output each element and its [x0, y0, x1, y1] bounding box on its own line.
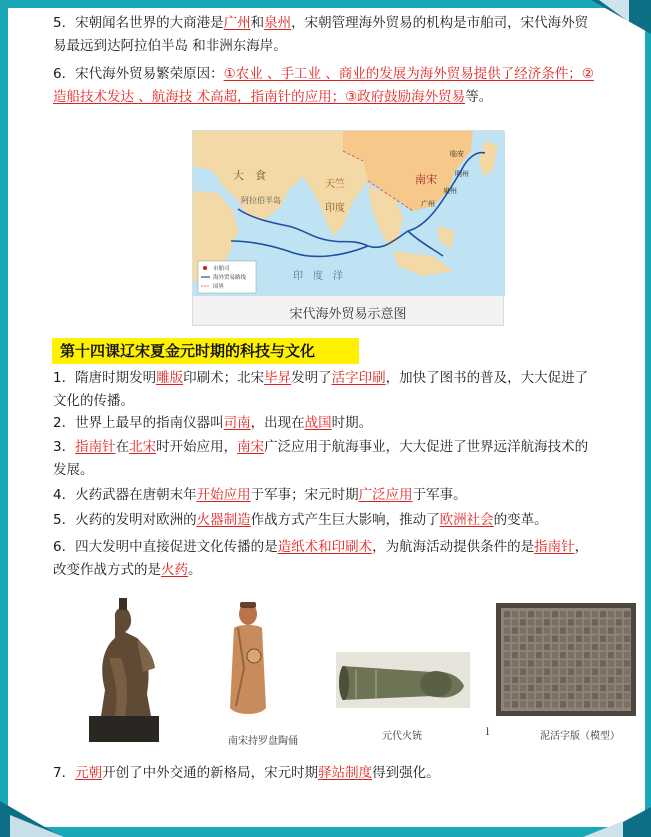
map-label-guangzhou: 广州	[421, 200, 435, 208]
text-segment: 5．火药的发明对欧洲的	[53, 512, 197, 528]
text-segment: 7．	[53, 765, 76, 781]
type-block	[592, 611, 598, 617]
answer-highlight: 开始应用	[196, 487, 251, 503]
type-block	[504, 701, 510, 707]
type-block	[568, 685, 574, 691]
type-block	[504, 644, 510, 650]
type-block	[568, 701, 574, 707]
type-block	[608, 611, 614, 617]
text-segment: 广泛应用于航海事业，大大促进了世界远洋航海技术的发展。	[53, 439, 589, 478]
text-segment: 6．宋代海外贸易繁荣原因：	[53, 66, 224, 82]
corner-decoration-bottom-left-light	[10, 815, 64, 837]
type-block	[512, 677, 518, 683]
answer-highlight: 司南	[223, 415, 251, 431]
answer-highlight: 火药	[161, 562, 188, 578]
answer-highlight: 毕昇	[264, 370, 292, 386]
type-block	[528, 611, 534, 617]
map-legend	[198, 261, 256, 293]
type-block	[560, 701, 566, 707]
type-block	[536, 693, 542, 699]
text-segment: 开创了中外交通的新格局，宋元时期	[102, 765, 319, 781]
item-sinan	[53, 412, 598, 435]
type-block	[552, 660, 558, 666]
type-block	[616, 652, 622, 658]
legend-label-route: 海外贸易路线	[213, 275, 247, 281]
text-segment: 6．四大发明中直接促进文化传播的是	[53, 539, 278, 555]
type-block	[544, 668, 550, 674]
type-block	[536, 627, 542, 633]
type-block	[552, 619, 558, 625]
text-segment: 在	[115, 439, 130, 455]
text-segment: 印刷术；北宋	[183, 370, 265, 386]
item-compass	[53, 436, 598, 482]
type-block	[544, 660, 550, 666]
type-block	[520, 668, 526, 674]
answer-highlight: 北宋	[129, 439, 157, 455]
type-block	[528, 660, 534, 666]
type-block	[504, 677, 510, 683]
type-block	[544, 644, 550, 650]
type-block	[600, 627, 606, 633]
type-block	[584, 619, 590, 625]
type-block	[568, 644, 574, 650]
type-block	[528, 685, 534, 691]
type-block	[576, 677, 582, 683]
text-segment: 1．隋唐时期发明	[53, 370, 157, 386]
type-block	[520, 660, 526, 666]
type-block	[584, 636, 590, 642]
type-block	[624, 636, 630, 642]
type-block	[608, 693, 614, 699]
map-label-dashi: 大 食	[233, 169, 266, 182]
type-block	[560, 693, 566, 699]
answer-highlight: 广州	[223, 15, 251, 31]
type-block	[528, 693, 534, 699]
type-block	[576, 652, 582, 658]
map-label-arabia: 阿拉伯半岛	[241, 196, 281, 205]
text-segment: 作战方式产生巨大影响，推动了	[250, 512, 440, 528]
item-printing	[53, 367, 598, 413]
type-block	[624, 611, 630, 617]
type-block	[504, 660, 510, 666]
answer-highlight: 指南针	[534, 539, 575, 555]
type-block	[608, 644, 614, 650]
song-trade-map	[192, 130, 504, 326]
type-block	[592, 685, 598, 691]
type-block	[584, 652, 590, 658]
type-block	[552, 652, 558, 658]
type-block	[592, 701, 598, 707]
type-block	[616, 611, 622, 617]
type-block	[592, 636, 598, 642]
type-block	[560, 627, 566, 633]
type-block	[600, 660, 606, 666]
type-block	[608, 652, 614, 658]
type-block	[568, 660, 574, 666]
type-block	[584, 644, 590, 650]
type-block	[576, 636, 582, 642]
type-block	[624, 627, 630, 633]
type-block	[544, 677, 550, 683]
type-block	[624, 677, 630, 683]
type-block	[576, 619, 582, 625]
type-block	[616, 668, 622, 674]
type-block	[560, 652, 566, 658]
answer-highlight: 驿站制度	[318, 765, 373, 781]
answer-highlight: 指南针	[75, 439, 116, 455]
type-block	[568, 668, 574, 674]
type-block	[592, 619, 598, 625]
type-block	[512, 693, 518, 699]
type-block	[616, 701, 622, 707]
type-block	[600, 611, 606, 617]
type-block	[512, 611, 518, 617]
map-label-quanzhou: 泉州	[443, 187, 457, 195]
type-block	[504, 636, 510, 642]
type-block	[616, 685, 622, 691]
type-block	[592, 644, 598, 650]
text-segment: ，宋朝管理海外贸易的机构是市舶司，宋代海外贸易最远到达阿拉伯半岛 和非洲东海岸。	[53, 15, 589, 54]
item-trade-ports	[53, 12, 598, 58]
type-block	[592, 677, 598, 683]
type-block	[576, 660, 582, 666]
text-segment: ，出现在	[250, 415, 305, 431]
type-block	[544, 627, 550, 633]
type-block	[560, 644, 566, 650]
frame-top-border	[0, 0, 651, 8]
type-block	[624, 693, 630, 699]
type-block	[624, 701, 630, 707]
type-block	[584, 701, 590, 707]
type-block	[536, 652, 542, 658]
type-block	[624, 660, 630, 666]
text-segment: ，加快了图书的普及，大大促进了文化的传播。	[53, 370, 589, 409]
type-block	[520, 685, 526, 691]
type-block	[544, 636, 550, 642]
answer-highlight: 泉州	[264, 15, 292, 31]
type-block	[624, 685, 630, 691]
type-block	[576, 701, 582, 707]
type-block	[512, 685, 518, 691]
type-block	[576, 611, 582, 617]
type-block	[528, 644, 534, 650]
caption-compass-figurine: 南宋持罗盘陶俑	[228, 736, 298, 747]
answer-highlight: 南宋	[237, 439, 265, 455]
type-block	[616, 627, 622, 633]
type-block	[544, 619, 550, 625]
type-block	[600, 644, 606, 650]
legend-label-border: 国界	[213, 284, 225, 290]
type-block	[504, 693, 510, 699]
type-block	[512, 627, 518, 633]
type-block	[568, 627, 574, 633]
text-segment: 的变革。	[493, 512, 548, 528]
type-block	[568, 652, 574, 658]
corner-decoration-bottom-right-light	[583, 821, 623, 837]
type-block	[544, 693, 550, 699]
answer-highlight: 造纸术和印刷术	[277, 539, 373, 555]
type-block	[528, 701, 534, 707]
legend-port-icon	[203, 266, 207, 270]
type-block	[528, 668, 534, 674]
type-block	[600, 693, 606, 699]
map-label-india: 印度	[325, 203, 345, 214]
type-block	[592, 693, 598, 699]
text-segment: 于军事；宋元时期	[250, 487, 359, 503]
type-block	[536, 685, 542, 691]
answer-highlight: 欧洲社会	[439, 512, 494, 528]
type-block	[592, 660, 598, 666]
text-segment: 等。	[465, 89, 493, 105]
type-block	[520, 652, 526, 658]
type-block	[560, 685, 566, 691]
type-block	[624, 652, 630, 658]
type-block	[528, 652, 534, 658]
answer-highlight: 广泛应用	[358, 487, 413, 503]
type-block	[616, 636, 622, 642]
text-segment: 发明了	[291, 370, 332, 386]
type-block	[512, 701, 518, 707]
type-block	[592, 668, 598, 674]
answer-highlight: 战国	[304, 415, 332, 431]
type-block	[576, 627, 582, 633]
type-block	[536, 611, 542, 617]
frame-right-border	[645, 0, 651, 837]
type-block	[576, 668, 582, 674]
type-block	[536, 619, 542, 625]
item-gunpowder-weapons	[53, 484, 598, 507]
type-block	[600, 677, 606, 683]
type-block	[616, 660, 622, 666]
photo-compass-figurine	[224, 598, 272, 726]
type-block	[528, 619, 534, 625]
type-block	[536, 701, 542, 707]
type-block	[512, 644, 518, 650]
photo-yuan-cannon	[336, 652, 470, 708]
photo-clay-movable-type	[496, 603, 636, 716]
type-block	[520, 644, 526, 650]
type-block	[520, 627, 526, 633]
type-block	[584, 677, 590, 683]
answer-highlight: 火器制造	[196, 512, 251, 528]
type-block	[504, 685, 510, 691]
type-block	[592, 652, 598, 658]
text-segment: 5．宋朝闻名世界的大商港是	[53, 15, 224, 31]
text-segment: ，改变作战方式的是	[53, 539, 589, 578]
type-block	[504, 627, 510, 633]
answer-highlight: ①农业 、手工业 、商业的发展为海外贸易提供了经济条件；②造船技术发达 、航海技 术高超，指南针的应用；③政府鼓励海外贸易	[53, 66, 594, 105]
type-block	[584, 668, 590, 674]
type-block	[560, 668, 566, 674]
answer-highlight: 活字印刷	[331, 370, 386, 386]
type-block	[512, 619, 518, 625]
type-block	[600, 636, 606, 642]
text-segment: 和	[250, 15, 265, 31]
lesson-heading: 第十四课辽宋夏金元时期的科技与文化	[52, 338, 359, 364]
type-block	[608, 701, 614, 707]
type-block	[528, 677, 534, 683]
type-block	[552, 701, 558, 707]
corner-decoration-top-right-light	[599, 0, 629, 22]
map-label-nansong: 南宋	[415, 173, 437, 186]
photo-bi-sheng-statue	[85, 598, 165, 744]
type-block	[536, 668, 542, 674]
type-block	[552, 644, 558, 650]
type-block	[552, 693, 558, 699]
text-segment: 3．	[53, 439, 76, 455]
type-block	[624, 644, 630, 650]
type-block	[520, 611, 526, 617]
type-block	[568, 677, 574, 683]
type-block	[552, 685, 558, 691]
type-block	[560, 636, 566, 642]
type-block	[536, 636, 542, 642]
type-block	[536, 644, 542, 650]
item-trade-reasons	[53, 63, 598, 109]
type-block	[584, 660, 590, 666]
type-block	[584, 627, 590, 633]
type-block	[512, 668, 518, 674]
type-block	[568, 636, 574, 642]
text-segment: 时开始应用，	[156, 439, 238, 455]
type-block	[592, 627, 598, 633]
answer-highlight: 雕版	[156, 370, 184, 386]
map-label-ocean: 印 度 洋	[293, 271, 343, 282]
frame-left-border	[0, 0, 8, 837]
text-segment: 4．火药武器在唐朝末年	[53, 487, 197, 503]
type-block	[504, 611, 510, 617]
type-block	[544, 611, 550, 617]
text-segment: ，为航海活动提供条件的是	[372, 539, 535, 555]
map-graphic	[193, 131, 505, 327]
type-block	[568, 693, 574, 699]
type-block	[576, 644, 582, 650]
type-block	[624, 619, 630, 625]
type-block	[520, 677, 526, 683]
answer-highlight: 元朝	[75, 765, 103, 781]
type-block	[608, 619, 614, 625]
type-block	[584, 693, 590, 699]
type-block	[616, 677, 622, 683]
type-block	[512, 660, 518, 666]
type-block	[520, 636, 526, 642]
type-block	[568, 619, 574, 625]
caption-yuan-cannon: 元代火铳	[382, 731, 422, 742]
type-block	[544, 685, 550, 691]
type-block	[552, 668, 558, 674]
type-block	[528, 627, 534, 633]
type-block	[520, 619, 526, 625]
type-block	[624, 668, 630, 674]
item-gunpowder-europe	[53, 509, 598, 532]
type-block	[552, 636, 558, 642]
type-block	[616, 619, 622, 625]
text-segment: 。	[188, 562, 202, 578]
map-label-mingzhou: 明州	[455, 170, 469, 178]
type-block	[608, 636, 614, 642]
type-block	[600, 701, 606, 707]
text-segment: 时期。	[331, 415, 373, 431]
type-block	[512, 652, 518, 658]
type-block	[608, 677, 614, 683]
type-block	[584, 685, 590, 691]
item-yuan-transport	[53, 762, 598, 785]
frame-bottom-border	[0, 827, 651, 837]
text-segment: 得到强化。	[372, 765, 440, 781]
type-block	[584, 611, 590, 617]
type-block	[504, 668, 510, 674]
map-label-lin-an: 临安	[450, 150, 464, 158]
type-block	[560, 619, 566, 625]
type-block	[504, 652, 510, 658]
type-block	[552, 627, 558, 633]
legend-label-port: 市舶司	[213, 266, 230, 272]
type-block	[528, 636, 534, 642]
item-four-inventions	[53, 536, 598, 582]
type-block	[552, 677, 558, 683]
type-block	[536, 677, 542, 683]
type-block	[616, 693, 622, 699]
type-block	[520, 693, 526, 699]
type-block	[560, 677, 566, 683]
type-block	[600, 685, 606, 691]
type-block	[608, 668, 614, 674]
caption-partial-fragment: l	[486, 727, 490, 738]
map-caption: 宋代海外贸易示意图	[289, 307, 407, 322]
type-block	[600, 652, 606, 658]
text-segment: 2．世界上最早的指南仪器叫	[53, 415, 224, 431]
text-segment: 于军事。	[412, 487, 467, 503]
type-block	[536, 660, 542, 666]
type-block	[600, 619, 606, 625]
type-block	[568, 611, 574, 617]
type-block	[512, 636, 518, 642]
type-block	[576, 685, 582, 691]
type-block	[504, 619, 510, 625]
type-block	[544, 701, 550, 707]
type-block	[560, 611, 566, 617]
type-block	[560, 660, 566, 666]
caption-clay-movable-type: 泥活字版（模型）	[540, 731, 620, 742]
type-block	[616, 644, 622, 650]
type-block	[600, 668, 606, 674]
type-block	[544, 652, 550, 658]
type-block	[608, 685, 614, 691]
type-block	[520, 701, 526, 707]
type-block	[576, 693, 582, 699]
type-block	[608, 627, 614, 633]
type-block	[552, 611, 558, 617]
type-block	[608, 660, 614, 666]
map-label-tianzhu: 天竺	[325, 179, 345, 190]
